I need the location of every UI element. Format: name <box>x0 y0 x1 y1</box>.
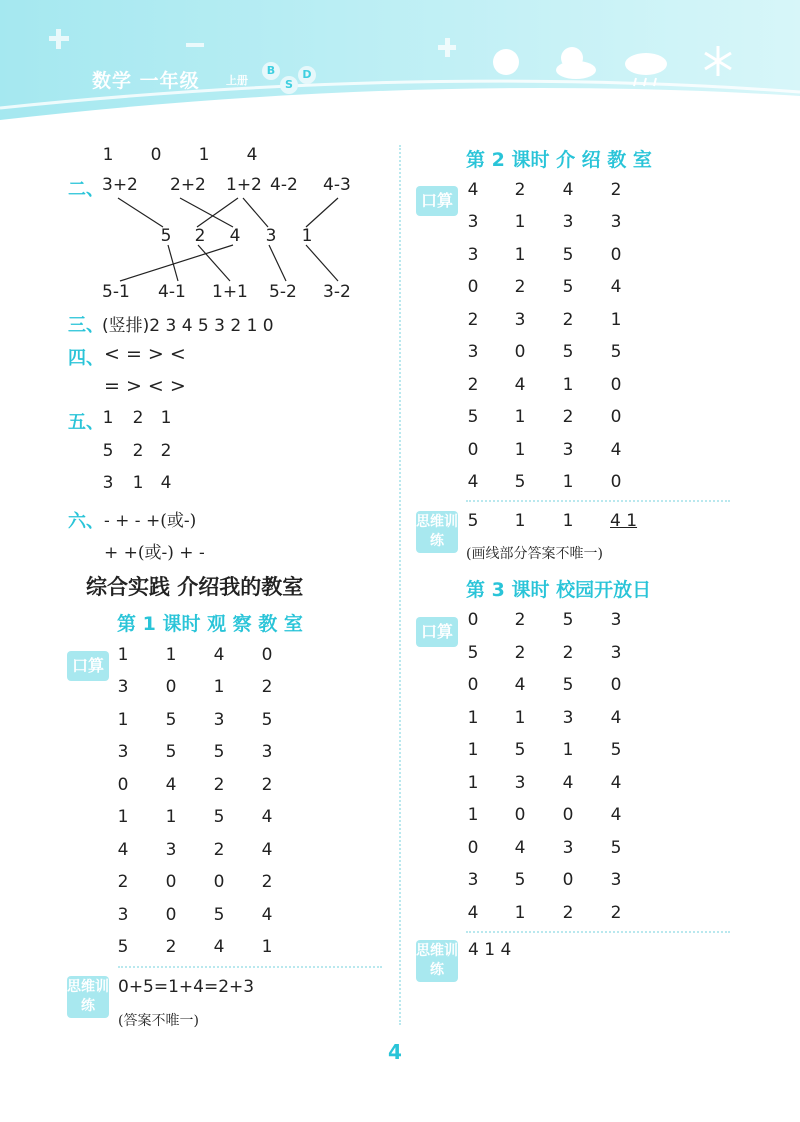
lesson-2-note: (画线部分答案不唯一) <box>466 546 603 562</box>
answer-value: 1 <box>514 903 526 923</box>
answer-value: 4 <box>213 645 225 665</box>
matching-top-item: 1+2 <box>226 175 262 195</box>
answer-value: 4 <box>213 937 225 957</box>
answer-value: 2 <box>562 310 574 330</box>
answer-value: 2 <box>467 310 479 330</box>
answer-value: 5 <box>213 742 225 762</box>
answer-value: 2 <box>514 277 526 297</box>
matching-top-item: 3+2 <box>102 175 138 195</box>
answer-value: 0 <box>610 375 622 395</box>
question-3-answer: (竖排)2 3 4 5 3 2 1 0 <box>102 316 274 336</box>
matching-top-item: 4-3 <box>323 175 351 195</box>
lesson-3-siwei-answer: 4 1 4 <box>468 940 512 960</box>
underlined-answer: 4 1 <box>610 511 638 531</box>
answer-value: 2 <box>467 375 479 395</box>
answer-value: 2 <box>514 180 526 200</box>
practice-section-title: 综合实践 介绍我的教室 <box>86 575 304 599</box>
answer-value: 5 <box>117 937 129 957</box>
matching-bottom-item: 1+1 <box>212 282 248 302</box>
answer-value: 4 <box>261 807 273 827</box>
answer-value: 1 <box>117 807 129 827</box>
answer-value: 0 <box>562 870 574 890</box>
answer-value: 4 <box>610 773 622 793</box>
answer-value: 0 <box>514 342 526 362</box>
answer-value: 2 <box>213 775 225 795</box>
answer-value: 3 <box>102 473 114 493</box>
answer-value: 5 <box>610 838 622 858</box>
answer-value: 0 <box>467 675 479 695</box>
matching-bottom-item: 4-1 <box>158 282 186 302</box>
edition-letter-b: B <box>262 62 280 80</box>
answer-value: 3 <box>610 212 622 232</box>
answer-value: 5 <box>467 511 479 531</box>
edition-letter-s: S <box>280 76 298 94</box>
answer-value: 3 <box>610 610 622 630</box>
answer-value: 3 <box>610 870 622 890</box>
matching-middle-item: 4 <box>229 226 241 246</box>
answer-value: 3 <box>117 742 129 762</box>
answer-value: 2 <box>261 775 273 795</box>
answer-value: 5 <box>514 740 526 760</box>
answer-value: 2 <box>165 937 177 957</box>
answer-value: 4 <box>562 773 574 793</box>
matching-bottom-item: 5-1 <box>102 282 130 302</box>
sun-icon <box>493 49 519 75</box>
answer-value: 1 <box>160 408 172 428</box>
question-6-answer-row1: - + - +(或-) <box>104 511 197 531</box>
answer-value: 3 <box>117 677 129 697</box>
question-4-label: 四、 <box>68 348 104 369</box>
question-5-label: 五、 <box>68 412 104 433</box>
answer-value: 3 <box>467 870 479 890</box>
answer-value: 1 <box>198 145 210 165</box>
answer-value: 4 <box>514 675 526 695</box>
answer-value: 3 <box>562 212 574 232</box>
question-6-answer-row2: + +(或-) + - <box>104 543 205 563</box>
answer-value: 2 <box>213 840 225 860</box>
answer-value: 4 <box>562 180 574 200</box>
answer-value: 0 <box>467 838 479 858</box>
answer-value: 0 <box>165 677 177 697</box>
answer-value: 2 <box>562 903 574 923</box>
answer-value: 1 <box>117 645 129 665</box>
answer-value: 1 <box>562 375 574 395</box>
answer-value: 4 <box>610 805 622 825</box>
matching-middle-item: 1 <box>301 226 313 246</box>
dotted-separator <box>466 931 730 933</box>
answer-value: 4 <box>467 180 479 200</box>
dotted-separator <box>466 500 730 502</box>
lesson-1-title: 第 1 课时 观 察 教 室 <box>117 613 303 635</box>
answer-value: 0 <box>610 407 622 427</box>
answer-value: 5 <box>562 675 574 695</box>
question-4-answer-row2: = > < > <box>104 375 186 397</box>
answer-value: 5 <box>102 441 114 461</box>
answer-value: 0 <box>562 805 574 825</box>
matching-bottom-item: 5-2 <box>269 282 297 302</box>
answer-value: 4 <box>467 903 479 923</box>
answer-value: 0 <box>165 905 177 925</box>
edition-letter-d: D <box>298 66 316 84</box>
answer-value: 3 <box>610 643 622 663</box>
siwei-badge: 思维训练 <box>67 976 109 1018</box>
siwei-badge: 思维训练 <box>416 511 458 553</box>
answer-value: 4 <box>160 473 172 493</box>
answer-value: 5 <box>610 342 622 362</box>
lesson-2-title: 第 2 课时 介 绍 教 室 <box>466 149 652 171</box>
answer-value: 3 <box>562 708 574 728</box>
answer-value: 1 <box>261 937 273 957</box>
answer-value: 5 <box>514 870 526 890</box>
answer-value: 3 <box>467 212 479 232</box>
answer-value: 4 <box>514 375 526 395</box>
matching-middle-item: 2 <box>194 226 206 246</box>
answer-value: 3 <box>165 840 177 860</box>
answer-value: 1 <box>132 473 144 493</box>
answer-value: 3 <box>213 710 225 730</box>
kousuan-badge: 口算 <box>67 651 109 681</box>
answer-value: 5 <box>562 245 574 265</box>
answer-value: 4 <box>246 145 258 165</box>
answer-value: 5 <box>213 905 225 925</box>
answer-value: 4 <box>261 840 273 860</box>
answer-value: 0 <box>150 145 162 165</box>
answer-value: 2 <box>132 408 144 428</box>
answer-value: 3 <box>467 245 479 265</box>
answer-value: 5 <box>467 407 479 427</box>
answer-value: 0 <box>467 610 479 630</box>
answer-value: 2 <box>160 441 172 461</box>
answer-value: 5 <box>562 610 574 630</box>
answer-value: 1 <box>467 708 479 728</box>
answer-value: 1 <box>514 245 526 265</box>
kousuan-badge: 口算 <box>416 186 458 216</box>
answer-value: 0 <box>467 440 479 460</box>
header-subtitle: 上册 <box>226 74 248 87</box>
answer-value: 2 <box>514 643 526 663</box>
question-4-answer-row1: < = > < <box>104 343 186 365</box>
answer-value: 5 <box>165 742 177 762</box>
answer-value: 1 <box>514 708 526 728</box>
answer-value: 0 <box>213 872 225 892</box>
matching-top-item: 4-2 <box>270 175 298 195</box>
answer-value: 2 <box>117 872 129 892</box>
answer-value: 0 <box>261 645 273 665</box>
answer-value: 4 <box>610 277 622 297</box>
answer-value: 1 <box>610 310 622 330</box>
lesson-1-note: (答案不唯一) <box>118 1013 199 1029</box>
answer-value: 1 <box>102 145 114 165</box>
answer-value: 2 <box>261 677 273 697</box>
answer-value: 4 <box>610 440 622 460</box>
answer-value: 3 <box>562 440 574 460</box>
answer-value: 5 <box>514 472 526 492</box>
matching-middle-item: 5 <box>160 226 172 246</box>
answer-value: 2 <box>610 180 622 200</box>
answer-value: 2 <box>261 872 273 892</box>
question-6-label: 六、 <box>68 511 104 532</box>
answer-value: 1 <box>467 805 479 825</box>
answer-value: 2 <box>610 903 622 923</box>
siwei-badge: 思维训练 <box>416 940 458 982</box>
answer-value: 5 <box>562 342 574 362</box>
answer-value: 1 <box>467 773 479 793</box>
question-3-label: 三、 <box>68 315 104 336</box>
answer-value: 4 <box>514 838 526 858</box>
answer-value: 3 <box>261 742 273 762</box>
answer-value: 1 <box>165 807 177 827</box>
answer-value: 1 <box>514 212 526 232</box>
answer-value: 2 <box>132 441 144 461</box>
answer-value: 0 <box>610 675 622 695</box>
answer-value: 1 <box>102 408 114 428</box>
answer-value: 2 <box>562 407 574 427</box>
answer-value: 1 <box>514 511 526 531</box>
answer-value: 1 <box>514 407 526 427</box>
answer-value: 3 <box>514 310 526 330</box>
answer-value: 1 <box>117 710 129 730</box>
answer-value: 5 <box>213 807 225 827</box>
kousuan-badge: 口算 <box>416 617 458 647</box>
answer-value: 5 <box>261 710 273 730</box>
answer-value: 5 <box>467 643 479 663</box>
answer-value: 5 <box>165 710 177 730</box>
page-number: 4 <box>388 1040 402 1064</box>
answer-value: 1 <box>213 677 225 697</box>
answer-value: 0 <box>610 472 622 492</box>
answer-value: 1 <box>562 511 574 531</box>
answer-value: 1 <box>467 740 479 760</box>
answer-value: 5 <box>610 740 622 760</box>
lesson-1-siwei-answer: 0+5=1+4=2+3 <box>118 977 255 997</box>
matching-top-item: 2+2 <box>170 175 206 195</box>
answer-value: 0 <box>117 775 129 795</box>
answer-value: 4 <box>467 472 479 492</box>
answer-value: 2 <box>514 610 526 630</box>
answer-value: 5 <box>562 277 574 297</box>
answer-value: 4 <box>165 775 177 795</box>
answer-value: 1 <box>562 740 574 760</box>
answer-value: 3 <box>514 773 526 793</box>
answer-value: 2 <box>562 643 574 663</box>
answer-value: 4 <box>117 840 129 860</box>
matching-lines <box>0 0 400 320</box>
answer-value: 3 <box>562 838 574 858</box>
answer-value: 1 <box>165 645 177 665</box>
dotted-separator <box>118 966 382 968</box>
answer-value: 4 <box>261 905 273 925</box>
answer-value: 3 <box>467 342 479 362</box>
answer-value: 0 <box>165 872 177 892</box>
answer-value: 3 <box>117 905 129 925</box>
answer-value: 4 <box>610 708 622 728</box>
answer-value: 0 <box>610 245 622 265</box>
answer-value: 0 <box>467 277 479 297</box>
header-title: 数学 一年级 <box>92 70 200 92</box>
answer-value: 0 <box>514 805 526 825</box>
answer-value: 1 <box>562 472 574 492</box>
matching-bottom-item: 3-2 <box>323 282 351 302</box>
matching-middle-item: 3 <box>265 226 277 246</box>
lesson-3-title: 第 3 课时 校园开放日 <box>466 579 652 601</box>
answer-value: 1 <box>514 440 526 460</box>
question-2-label: 二、 <box>68 179 104 200</box>
